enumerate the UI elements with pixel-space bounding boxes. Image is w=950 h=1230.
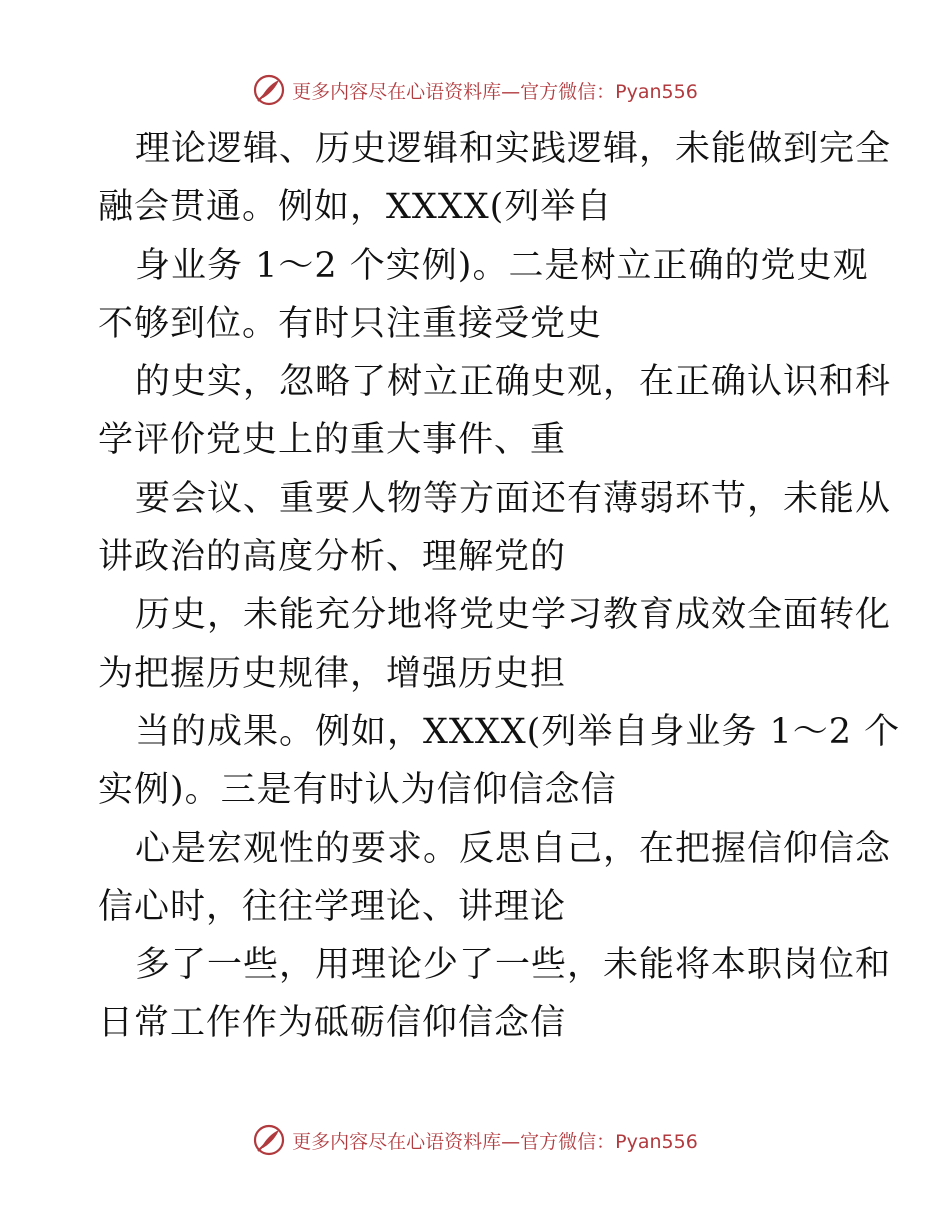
text-line: 的史实，忽略了树立正确史观，在正确认识和科 [135,362,892,403]
text-line: 当的成果。例如，XXXX(列举自身业务 1～2 个 [135,711,901,752]
header-banner-text: 更多内容尽在心语资料库—官方微信：Pyan556 [292,80,698,103]
text-line: 信心时，往往学理论、讲理论 [98,886,567,927]
text-line: 讲政治的高度分析、理解党的 [98,537,567,578]
feather-pen-logo-icon [252,73,286,107]
document-body [98,120,901,1053]
text-line: 多了一些，用理论少了一些，未能将本职岗位和 [135,945,892,986]
text-line: 学评价党史上的重大事件、重 [98,420,567,461]
text-line: 历史，未能充分地将党史学习教育成效全面转化 [135,595,892,636]
text-line: 实例)。三是有时认为信仰信念信 [98,770,617,811]
text-line: 不够到位。有时只注重接受党史 [98,303,603,344]
feather-pen-logo-icon [252,1123,286,1157]
text-line: 融会贯通。例如，XXXX(列举自 [98,187,613,228]
text-line: 身业务 1～2 个实例)。二是树立正确的党史观 [135,245,869,286]
text-line: 要会议、重要人物等方面还有薄弱环节，未能从 [135,478,892,519]
text-line: 心是宏观性的要求。反思自己，在把握信仰信念 [135,828,892,869]
footer-banner [0,1120,950,1160]
text-line: 理论逻辑、历史逻辑和实践逻辑，未能做到完全 [135,129,892,169]
header-banner [0,70,950,110]
footer-banner-text: 更多内容尽在心语资料库—官方微信：Pyan556 [292,1130,698,1153]
text-line: 为把握历史规律，增强历史担 [98,653,567,694]
text-line: 日常工作作为砥砺信仰信念信 [98,1003,567,1044]
